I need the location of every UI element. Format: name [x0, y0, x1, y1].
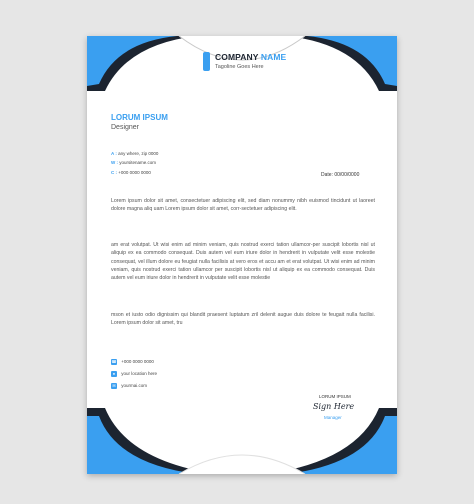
signature: Sign Here — [313, 402, 355, 411]
body-paragraph-1: Lorem ipsum dolor sit amet, consectetuer adipiscing elit, sed diam nonummy nibh euismod tincidunt ut laoreet dolore magna aliq uam Lorem ipsum dolor sit amet, corr-sectetuer adipiscing elit. — [111, 198, 375, 213]
mail-icon: ✉ — [112, 383, 116, 388]
sender-name: LORUM IPSUM — [111, 113, 168, 122]
contact-address — [111, 151, 158, 156]
address-key: A : — [111, 151, 117, 156]
company-name-part2: NAME — [260, 52, 287, 62]
address-value: any where, zip 0000 — [118, 151, 159, 156]
body-paragraph-2: am erat volutpat. Ut wisi enim ad minim veniam, quis nostrud exerci tation ullamcor-per suscipit lobortis nisl ut aliquip ex ea commodo consequat. Duis autem vel eum iriure dolor in hendrerit in vulputate velit esse molestie consequat, vel illum dolore eu feugiat nulla facilisis at vero eros et accu am et erat volutpat. Ut wisi enim ad minim veniam, quis nostrud exerci tation ullamcor per suscipit lobortis nisl ut aliquip ex ea commodo consequat. Duis autem vel eum iriure dolor in hendrerit in vulputate velit esse molestie — [111, 242, 375, 282]
top-right-blue-shape — [307, 36, 397, 86]
footer-location — [111, 371, 157, 377]
contact-web — [111, 160, 156, 165]
footer-mail — [111, 383, 147, 389]
company-name-part1: COMPANY — [215, 52, 259, 62]
logo-mark-icon — [203, 52, 210, 71]
contact-phone — [111, 170, 151, 175]
company-logo — [203, 50, 293, 74]
web-key: W : — [111, 160, 118, 165]
footer-location-text: your location here — [121, 371, 158, 377]
signatory-name: LORUM IPSUM — [319, 394, 351, 399]
letter-date: Date: 00/00/0000 — [321, 172, 360, 178]
phone-icon: ☎ — [111, 359, 117, 364]
body-paragraph-3: mson et iusto odio dignissim qui blandit praesent luptatum zril delenit augue duis dolore te feugait nulla facilisi. Lorem ipsum dolor sit amet, tru — [111, 312, 375, 327]
company-name — [215, 52, 286, 62]
footer-phone — [111, 359, 154, 365]
letterhead-page — [87, 36, 397, 474]
phone-key: C : — [111, 170, 117, 175]
footer-mail-text: yourmai.com — [121, 383, 148, 389]
tagline: Tagoline Goes Here — [215, 64, 264, 70]
footer-phone-text: +000 0000 0000 — [121, 359, 154, 365]
web-value: yoursitename.com — [119, 160, 157, 165]
sender-role: Designer — [111, 124, 140, 131]
location-icon: ● — [112, 371, 116, 376]
signatory-role: Manager — [324, 415, 342, 420]
footer-arc — [179, 455, 305, 474]
phone-value: +000 0000 0000 — [118, 170, 151, 175]
